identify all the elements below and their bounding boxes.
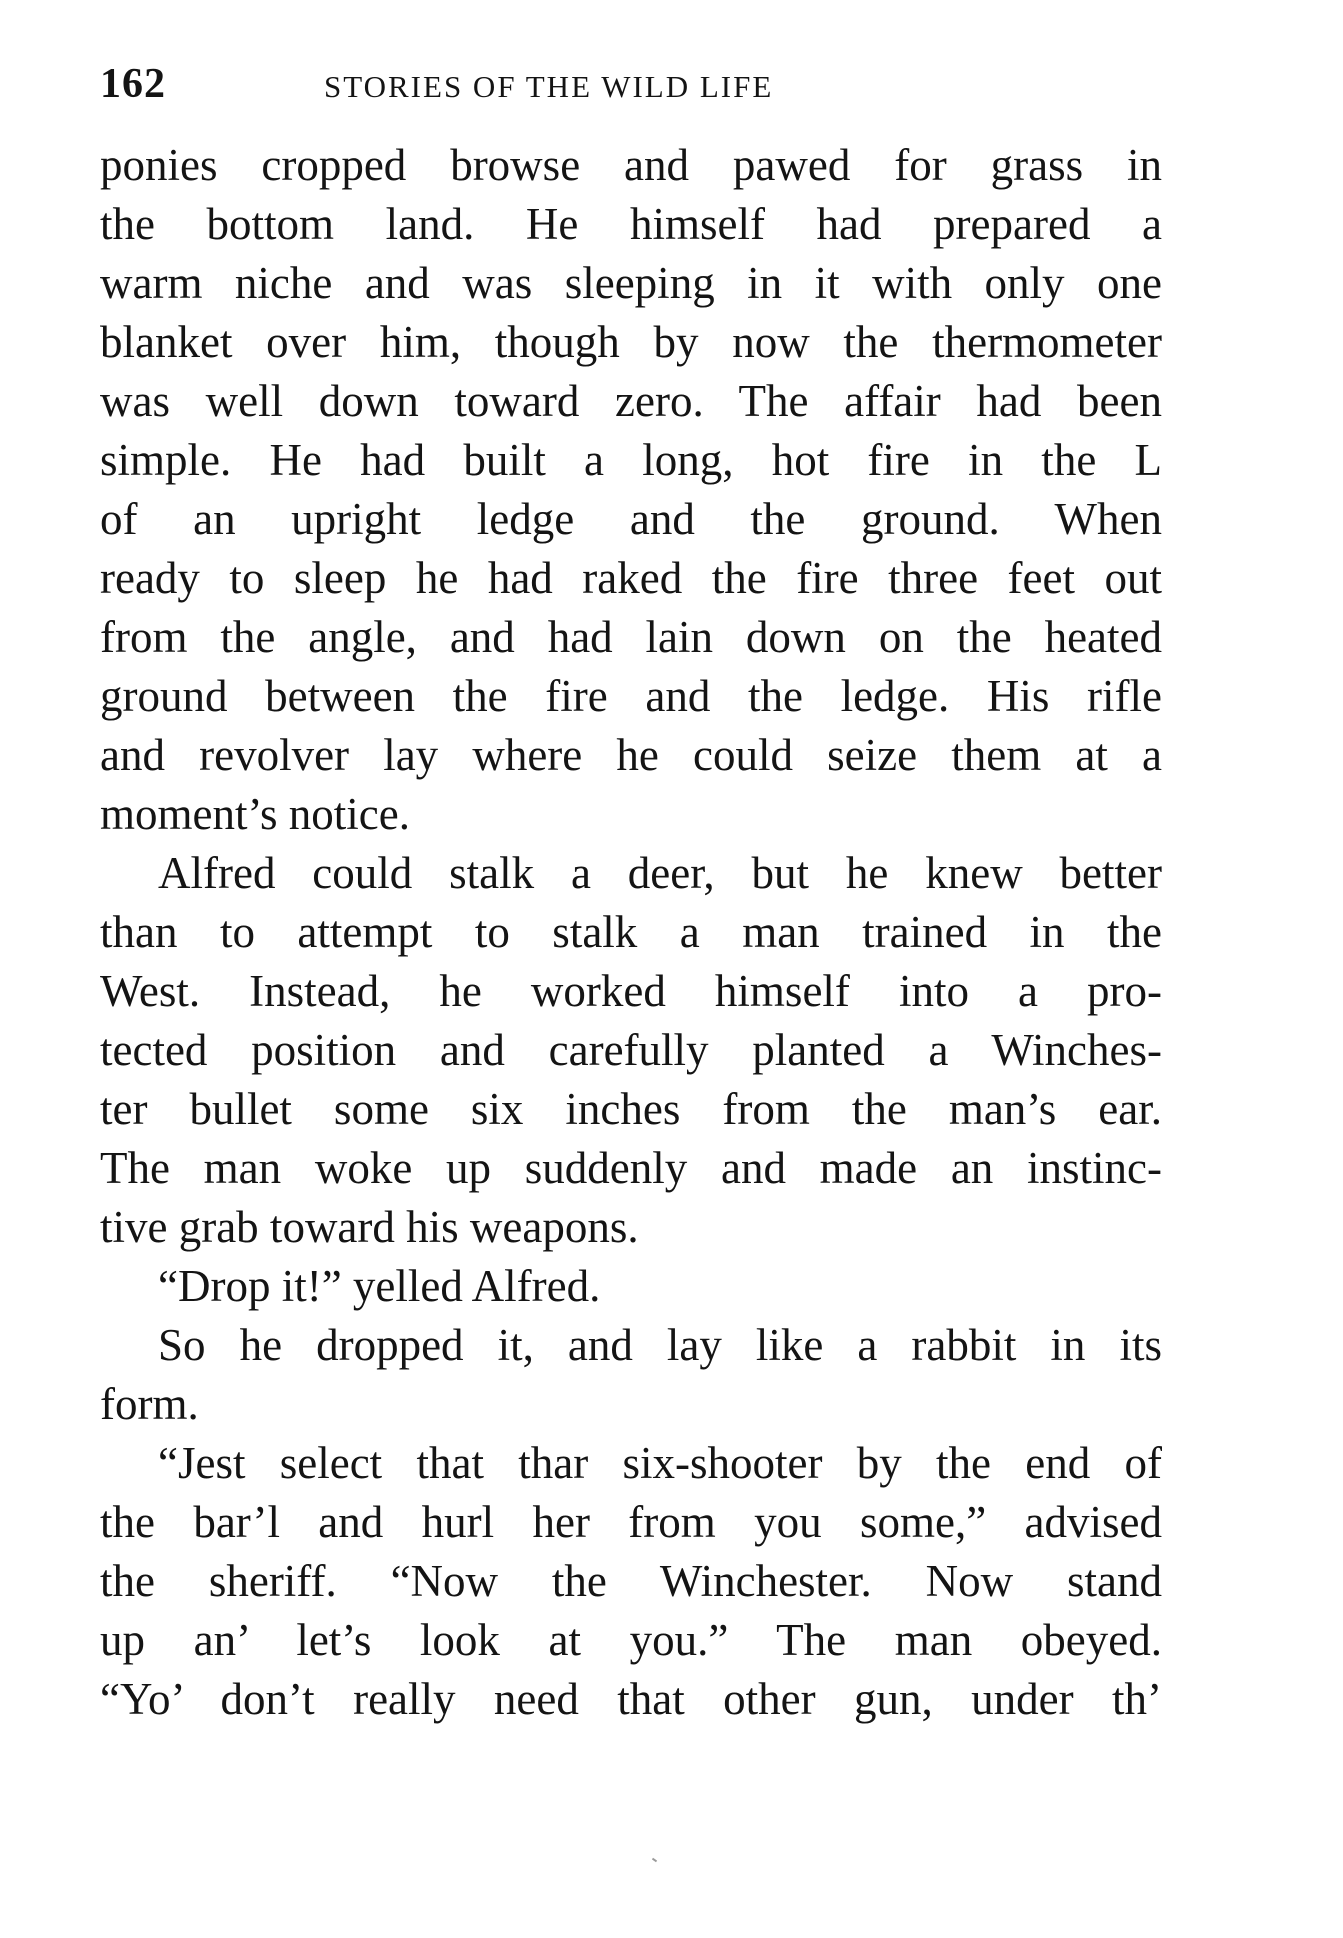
text-line: tive grab toward his weapons. [100, 1202, 639, 1252]
text-line: the sheriff. “Now the Winchester. Now stand [100, 1556, 1162, 1606]
paragraph-first-line: “Jest select that thar six-shooter by the end of [158, 1438, 1162, 1488]
text-line: form. [100, 1379, 199, 1429]
paragraph-first-line: Alfred could stalk a deer, but he knew better [158, 848, 1162, 898]
text-line: The man woke up suddenly and made an instinc- [100, 1143, 1162, 1193]
text-line: ready to sleep he had raked the fire three feet out [100, 553, 1162, 603]
text-line: the bar’l and hurl her from you some,” advised [100, 1497, 1162, 1547]
text-line: ground between the fire and the ledge. His rifle [100, 671, 1162, 721]
paper-speck [652, 1858, 657, 1863]
text-line: ponies cropped browse and pawed for grass in [100, 140, 1162, 190]
running-head [100, 62, 1160, 106]
paragraph-first-line: “Drop it!” yelled Alfred. [158, 1261, 601, 1311]
text-line: ter bullet some six inches from the man’s ear. [100, 1084, 1162, 1134]
text-line: up an’ let’s look at you.” The man obeyed. [100, 1615, 1162, 1665]
text-line: simple. He had built a long, hot fire in the L [100, 435, 1162, 485]
text-line: than to attempt to stalk a man trained in the [100, 907, 1162, 957]
text-line: was well down toward zero. The affair had been [100, 376, 1162, 426]
paragraph-first-line: So he dropped it, and lay like a rabbit in its [158, 1320, 1162, 1370]
running-title: STORIES OF THE WILD LIFE [324, 69, 774, 104]
text-line: blanket over him, though by now the thermometer [100, 317, 1162, 367]
text-line: and revolver lay where he could seize them at a [100, 730, 1162, 780]
text-line: West. Instead, he worked himself into a pro- [100, 966, 1162, 1016]
page-number: 162 [100, 61, 166, 107]
text-line: moment’s notice. [100, 789, 410, 839]
text-line: of an upright ledge and the ground. When [100, 494, 1162, 544]
text-line: from the angle, and had lain down on the heated [100, 612, 1162, 662]
text-line: tected position and carefully planted a Winches- [100, 1025, 1162, 1075]
text-line: warm niche and was sleeping in it with only one [100, 258, 1162, 308]
body-text [100, 136, 1162, 1729]
text-line: the bottom land. He himself had prepared a [100, 199, 1162, 249]
text-line: “Yo’ don’t really need that other gun, under th’ [100, 1674, 1162, 1724]
